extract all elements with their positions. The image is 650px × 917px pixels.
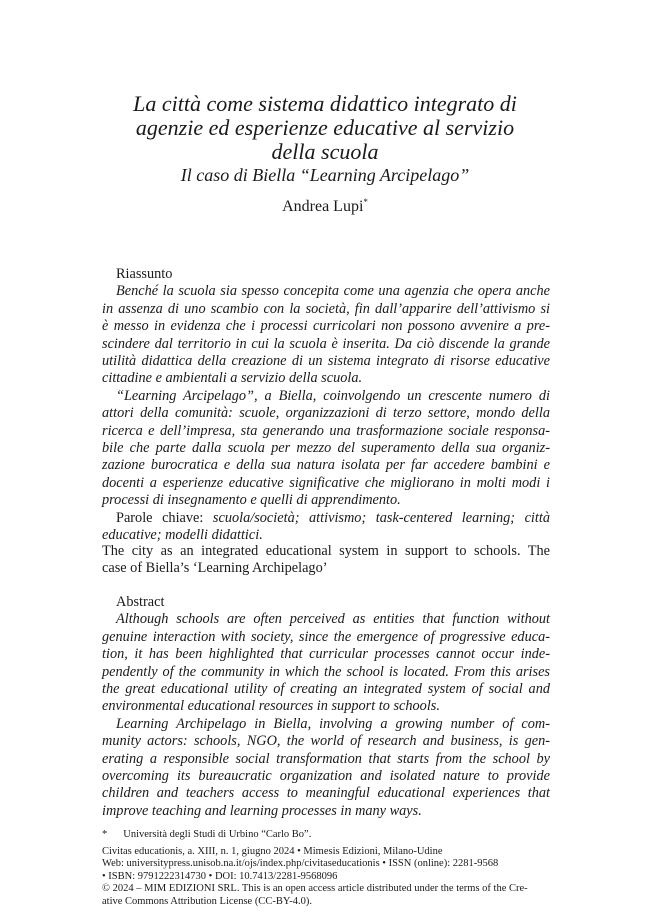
author-name-text: Andrea Lupi [282, 198, 364, 215]
abstract-p1-line: pendently of the community in which the school is located. From this arises [102, 663, 550, 680]
keywords-line-1 [102, 510, 550, 527]
riassunto-p2-line: ricerca e dell’impresa, sta generando una trasformazione sociale responsa- [102, 422, 550, 439]
riassunto-p2-line: processi di insegnamento e quelli di apprendimento. [102, 492, 401, 509]
riassunto-heading: Riassunto [116, 266, 173, 282]
riassunto-p1-line: in assenza di uno scambio con la società, fin dall’apparire dell’attivismo si [102, 300, 550, 317]
keywords-label: Parole chiave: [116, 509, 204, 526]
riassunto-p1-line: cittadine e ambientali a servizio della scuola. [102, 370, 363, 387]
riassunto-p1-line: utilità didattica della creazione di un sistema integrato di risorse educative [102, 353, 550, 370]
abstract-p1-line: tion, it has been highlighted that curricular processes cannot occur inde- [102, 646, 550, 663]
abstract-p1-line: the great educational utility of creating an integrated system of social and [102, 681, 550, 698]
title-block [100, 92, 550, 217]
riassunto-section [102, 266, 550, 545]
english-title-line-2: case of Biella’s ‘Learning Archipelago’ [102, 560, 328, 577]
author-affiliation-footnote [102, 829, 550, 842]
article-title-line-2: agenzie ed esperienze educative al servizio [135, 115, 515, 140]
abstract-section [102, 594, 550, 820]
journal-info: Civitas educationis, a. XIII, n. 1, giugno 2024 • Mimesis Edizioni, Milano-Udine [102, 845, 443, 857]
article-title-line-1: La città come sistema didattico integrato di [133, 91, 517, 116]
abstract-p2-line: children and teachers access to meaningful educational experiences that [102, 785, 550, 802]
english-title-line-1: The city as an integrated educational system in support to schools. The [102, 543, 550, 559]
english-title [102, 543, 550, 578]
keywords-list-1: scuola/società; attivismo; task-centered learning; città [212, 509, 550, 526]
riassunto-paragraph-1 [102, 283, 550, 387]
abstract-p2-line: erating a responsible social transformation that starts from the school by [102, 750, 550, 767]
abstract-p2-line: Learning Archipelago in Biella, involving a growing number of com- [116, 715, 550, 732]
license-line-2: ative Commons Attribution License (CC-BY-4.0). [102, 895, 312, 907]
journal-isbn-doi: • ISBN: 9791222314730 • DOI: 10.7413/2281-9568096 [102, 870, 338, 882]
page-footer [102, 829, 550, 909]
riassunto-p1-line: Benché la scuola sia spesso concepita come una agenzia che opera anche [116, 283, 550, 300]
riassunto-p2-line: docenti a esperienze educative significative che migliorano in molti modi i [102, 474, 550, 491]
article-title-line-3: della scuola [271, 139, 379, 164]
footnote-mark: * [102, 829, 108, 840]
riassunto-p1-line: scindere dal territorio in cui la scuola è inserita. Da ciò discende la grande [102, 335, 550, 352]
article-subtitle: Il caso di Biella “Learning Arcipelago” [180, 165, 470, 185]
riassunto-paragraph-2 [102, 388, 550, 510]
riassunto-p2-line: zazione burocratica e della sua natura isolata per far accedere bambini e [102, 457, 550, 474]
author-footnote-mark: * [363, 197, 368, 207]
license-line-1: © 2024 – MIM EDIZIONI SRL. This is an open access article distributed under the terms of the Cre- [102, 883, 528, 895]
abstract-paragraph-1 [102, 611, 550, 715]
abstract-p2-line: improve teaching and learning processes in many ways. [102, 802, 422, 819]
keywords-line-2: educative; modelli didattici. [102, 527, 263, 544]
footnote-text: Università degli Studi di Urbino “Carlo Bo”. [123, 829, 312, 840]
abstract-p1-line: environmental educational resources in support to schools. [102, 698, 440, 715]
abstract-p2-line: overcoming its bureaucratic organization and isolated nature to provide [102, 768, 550, 785]
riassunto-p2-line: “Learning Arcipelago”, a Biella, coinvolgendo un crescente numero di [116, 387, 550, 404]
riassunto-p2-line: attori della comunità: scuole, organizzazioni di terzo settore, mondo della [102, 405, 550, 422]
abstract-p1-line: Although schools are often perceived as entities that function without [116, 611, 550, 628]
abstract-p1-line: genuine interaction with society, since the emergence of progressive educa- [102, 628, 550, 645]
riassunto-p1-line: è messo in evidenza che i processi curricolari non possono avvenire a pre- [102, 318, 550, 335]
abstract-p2-line: munity actors: schools, NGO, the world of research and business, is gen- [102, 733, 550, 750]
riassunto-p2-line: bile che parte dalla scuola per mezzo del superamento della sua organiz- [102, 440, 550, 457]
author-name [100, 192, 550, 217]
abstract-heading: Abstract [116, 594, 165, 610]
journal-web: Web: universitypress.unisob.na.it/ojs/index.php/civitaseducationis • ISSN (online): 2281-9568 [102, 858, 499, 870]
abstract-paragraph-2 [102, 716, 550, 820]
